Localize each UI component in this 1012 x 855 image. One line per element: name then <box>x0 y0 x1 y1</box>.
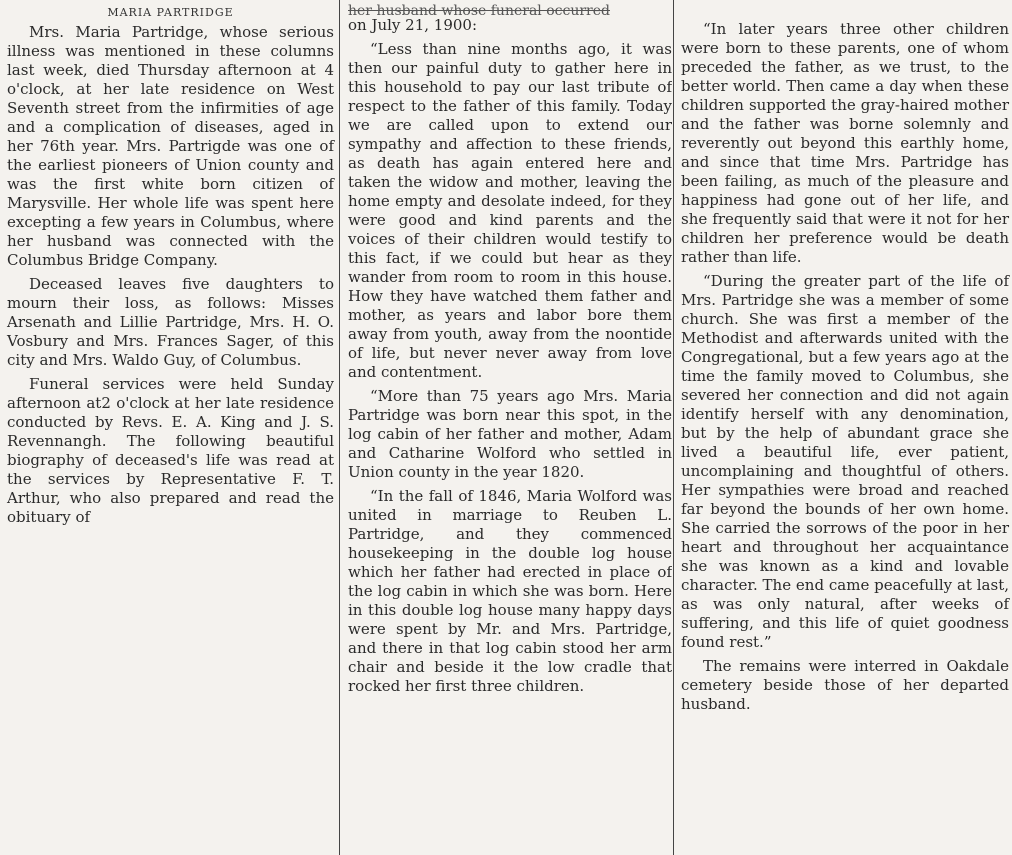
article-headline: MARIA PARTRIDGE <box>107 6 234 19</box>
paragraph: on July 21, 1900: <box>348 16 478 34</box>
cut-off-line: her husband whose funeral occurred <box>348 3 610 16</box>
paragraph: “In the fall of 1846, Maria Wolford was united in marriage to Reuben L. Partridge, and they commenced housekeeping in the double log house which her father had erected in place of the log cabin in which she was born. Here in this double log house many happy days were spent by Mr. and Mrs. Partridge, and there in that log cabin stood her arm chair and beside it the low cradle that rocked her first three children. <box>348 487 672 695</box>
column-divider <box>673 0 674 855</box>
paragraph: Mrs. Maria Partridge, whose serious illness was mentioned in these columns last week, died Thursday afternoon at 4 o'clock, at her late residence on West Seventh street from the infirmities of age and a complication of diseases, aged in her 76th year. Mrs. Partrigde was one of the earliest pioneers of Union county and was the first white born citizen of Marysville. Her whole life was spent here excepting a few years in Columbus, where her husband was connected with the Columbus Bridge Company. <box>7 23 334 269</box>
paragraph: Deceased leaves five daughters to mourn their loss, as follows: Misses Arsenath and Lillie Partridge, Mrs. H. O. Vosbury and Mrs. Frances Sager, of this city and Mrs. Waldo Guy, of Columbus. <box>7 275 334 369</box>
paragraph: “More than 75 years ago Mrs. Maria Partridge was born near this spot, in the log cabin of her father and mother, Adam and Catharine Wolford who settled in Union county in the year 1820. <box>348 387 672 481</box>
column-1 <box>0 0 338 855</box>
paragraph: The remains were interred in Oakdale cemetery beside those of her departed husband. <box>681 657 1009 713</box>
column-3 <box>675 0 1012 855</box>
paragraph: Funeral services were held Sunday afternoon at2 o'clock at her late residence conducted by Revs. E. A. King and J. S. Revennangh. The following beautiful biography of deceased's life was read at the services by Representative F. T. Arthur, who also prepared and read the obituary of <box>7 375 334 526</box>
paragraph: “During the greater part of the life of Mrs. Partridge she was a member of some church. She was first a member of the Methodist and afterwards united with the Congregational, but a few years ago at the time the family moved to Columbus, she severed her connection and did not again identify herself with any denomination, but by the help of abundant grace she lived a beautiful life, ever patient, uncomplaining and thoughtful of others. Her sympathies were broad and reached far beyond the bounds of her own home. She carried the sorrows of the poor in her heart and throughout her acquaintance she was known as a kind and lovable character. The end came peacefully at last, as was only natural, after weeks of suffering, and this life of quiet goodness found rest.” <box>681 272 1009 651</box>
paragraph: “Less than nine months ago, it was then our painful duty to gather here in this household to pay our last tribute of respect to the father of this family. Today we are called upon to extend our sympathy and affection to these friends, as death has again entered here and taken the widow and mother, leaving the home empty and desolate indeed, for they were good and kind parents and the voices of their children would testify to this fact, if we could but hear as they wander from room to room in this house. How they have watched them father and mother, as years and labor bore them away from youth, away from the noontide of life, but never never away from love and contentment. <box>348 40 672 381</box>
paragraph: “In later years three other children were born to these parents, one of whom preceded the father, as we trust, to the better world. Then came a day when these children supported the gray-haired mother and the father was borne solemnly and reverently out beyond this earthly home, and since that time Mrs. Partridge has been failing, as much of the pleasure and happiness had gone out of her life, and she frequently said that were it not for her children her preference would be death rather than life. <box>681 20 1009 266</box>
column-2 <box>340 0 672 855</box>
